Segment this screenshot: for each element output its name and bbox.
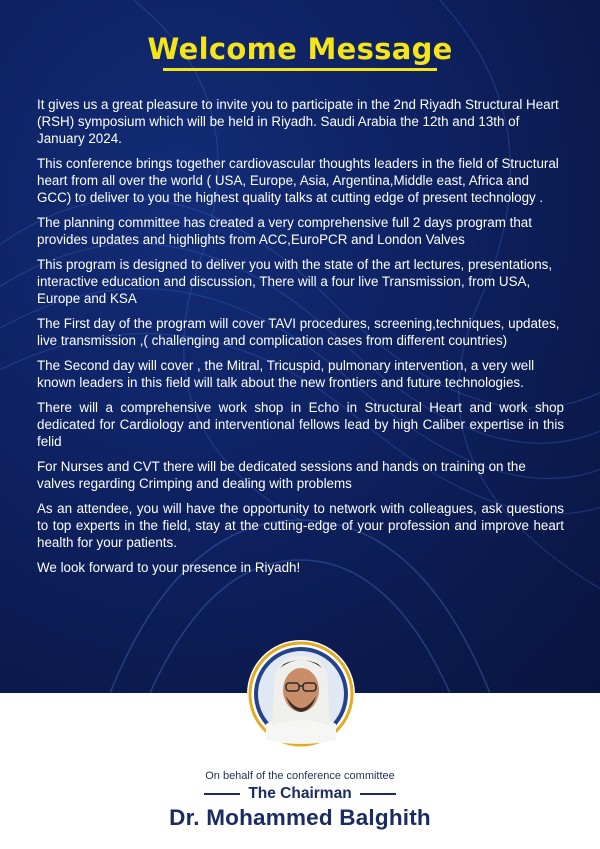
decorative-rule-right xyxy=(360,793,396,795)
paragraph: The planning committee has created a very comprehensive full 2 days program that provides updates and highlights from ACC,EuroPCR and London Valves xyxy=(37,215,532,247)
decorative-rule-left xyxy=(204,793,240,795)
paragraph: We look forward to your presence in Riyadh! xyxy=(37,560,301,575)
chairman-portrait xyxy=(246,628,356,758)
title-underline xyxy=(163,68,437,71)
message-body xyxy=(37,96,564,584)
chairman-line xyxy=(0,785,600,803)
chairman-name: Dr. Mohammed Balghith xyxy=(169,805,431,830)
paragraph: It gives us a great pleasure to invite you to participate in the 2nd Riyadh Structural Heart (RSH) symposium which will be held in Riyadh. Saudi Arabia the 12th and 13th of January 2024. xyxy=(37,97,559,146)
behalf-line: On behalf of the conference committee xyxy=(205,770,395,782)
chairman-title: The Chairman xyxy=(248,785,352,802)
paragraph: There will a comprehensive work shop in Echo in Structural Heart and work shop dedicated for Cardiology and interventional fellows lead by high Caliber expertise in this felid xyxy=(37,400,564,449)
paragraph: This conference brings together cardiovascular thoughts leaders in the field of Structural heart from all over the world ( USA, Europe, Asia, Argentina,Middle east, Africa and GCC) to deliver to you the highest quality talks at cutting edge of present technology . xyxy=(37,156,559,205)
paragraph: This program is designed to deliver you with the state of the art lectures, presentations, interactive education and discussion, There will a four live Transmission, from USA, Europe and KSA xyxy=(37,257,553,306)
paragraph: For Nurses and CVT there will be dedicated sessions and hands on training on the valves regarding Crimping and dealing with problems xyxy=(37,459,526,491)
signature-block xyxy=(0,770,600,831)
paragraph: As an attendee, you will have the opportunity to network with colleagues, ask questions to top experts in the field, stay at the cutting-edge of your profession and improve heart health for your patients. xyxy=(37,501,564,550)
page-title: Welcome Message xyxy=(147,32,453,66)
paragraph: The Second day will cover , the Mitral, Tricuspid, pulmonary intervention, a very well known leaders in this field will talk about the new frontiers and future technologies. xyxy=(37,358,535,390)
paragraph: The First day of the program will cover TAVI procedures, screening,techniques, updates, live transmission ,( challenging and complication cases from different countries) xyxy=(37,316,560,348)
